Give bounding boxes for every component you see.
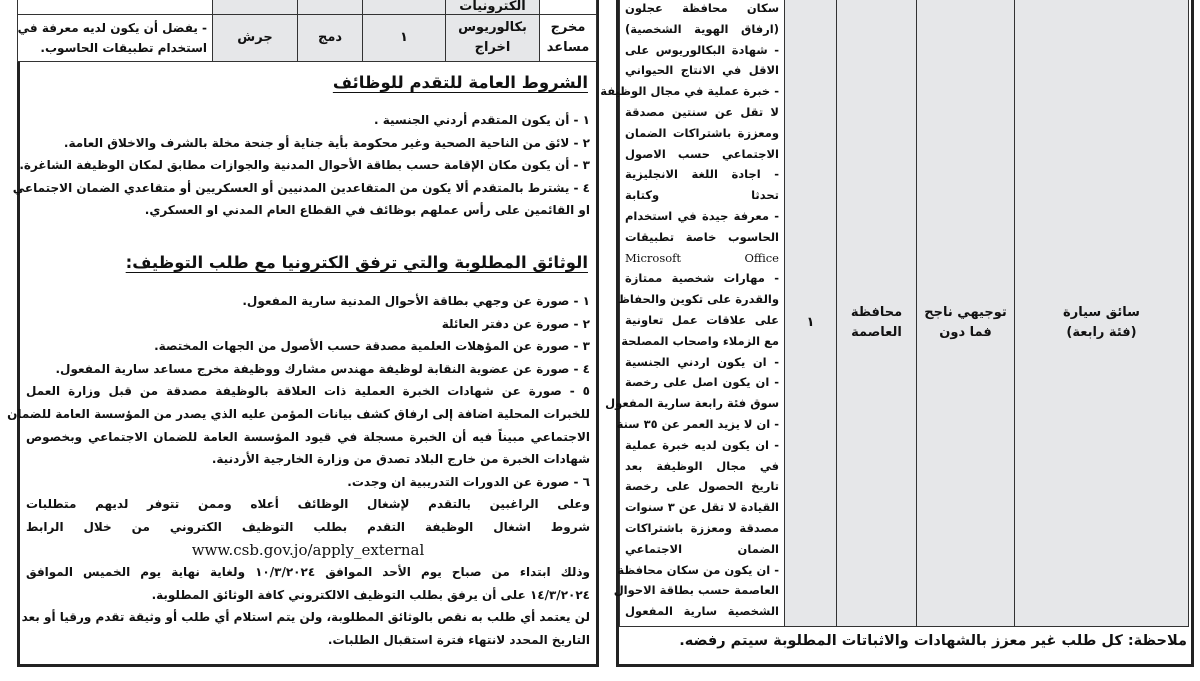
requirement-line: ومعززة باشتراكات الضمان bbox=[625, 125, 779, 140]
document-line: التاريخ المحدد لانتهاء فترة استقبال الطلبات. bbox=[327, 632, 590, 647]
requirement-line: Microsoft Office bbox=[625, 250, 779, 265]
requirement-line: الاقل في الانتاج الحيواني bbox=[625, 63, 779, 78]
condition-line: او القائمين على رأس عملهم بوظائف في القطاع العام المدني او العسكري. bbox=[144, 203, 590, 218]
qualification-text: الكترونيات bbox=[459, 0, 526, 14]
governorate-line: العاصمة bbox=[851, 325, 902, 340]
rejection-note: ملاحظة: كل طلب غير معزز بالشهادات والاثباتات المطلوبة سيتم رفضه. bbox=[679, 633, 1187, 649]
type-text: دمج bbox=[317, 30, 343, 45]
requirement-line: على علاقات عمل تعاونية bbox=[625, 312, 779, 327]
table-cell-count bbox=[784, 0, 837, 627]
count-text: ١ bbox=[806, 315, 815, 330]
governorate-line: محافظة bbox=[850, 305, 903, 320]
table-cell-governorate-partial bbox=[212, 0, 298, 15]
right-announcement-panel bbox=[600, 0, 1194, 667]
table-cell-count bbox=[362, 14, 446, 62]
document-line: ١٤/٣/٢٠٢٤ على أن يرفق بطلب التوظيف الالكتروني كافة الوثائق المطلوبة. bbox=[151, 587, 590, 602]
general-conditions-list bbox=[12, 109, 590, 222]
qualification-line: توجيهي ناجح bbox=[924, 305, 1007, 320]
job-title-line: (فئة رابعة) bbox=[1066, 325, 1137, 340]
document-line[interactable]: www.csb.gov.jo/apply_external bbox=[191, 540, 425, 559]
table-cell-qualification bbox=[445, 14, 540, 62]
requirement-line: - مهارات شخصية ممتازة bbox=[625, 271, 779, 286]
condition-line: ١ - أن يكون المتقدم أردني الجنسية . bbox=[373, 113, 590, 127]
requirement-line: الشخصية سارية المفعول bbox=[625, 604, 779, 619]
requirement-line: - اجادة اللغة الانجليزية bbox=[625, 167, 779, 182]
table-cell-governorate bbox=[836, 0, 917, 627]
document-line: ٥ - صورة عن شهادات الخبرة العملية ذات العلاقة بالوظيفة مصدقة من قبل وزارة العمل bbox=[26, 384, 590, 399]
table-cell-qualification bbox=[916, 0, 1015, 627]
table-cell-requirements bbox=[17, 14, 213, 62]
required-documents-list bbox=[7, 290, 590, 652]
document-line: للخبرات المحلية اضافة إلى ارفاق كشف بيانات المؤمن عليه الذي يصدر من المؤسسة العامة للضمان bbox=[7, 406, 590, 421]
table-cell-requirements bbox=[600, 0, 785, 627]
document-line: لن يعتمد أي طلب به نقص بالوثائق المطلوبة، ولن يتم استلام أي طلب أو وثيقة تقدم ورقيا أو بعد bbox=[21, 610, 590, 625]
requirement-line: سوق فئة رابعة سارية المفعول bbox=[605, 396, 779, 411]
requirement-line: - معرفة جيدة في استخدام bbox=[625, 208, 779, 223]
requirement-line: استخدام تطبيقات الحاسوب. bbox=[40, 41, 207, 55]
requirement-line: الاجتماعي حسب الاصول bbox=[625, 146, 779, 161]
count-text: ١ bbox=[400, 30, 408, 45]
document-line: ٤ - صورة عن عضوية النقابة لوظيفة مهندس مشارك ووظيفة مخرج مساعد سارية المفعول. bbox=[55, 361, 590, 376]
requirement-line: - ان لا يزيد العمر عن ٣٥ سنة bbox=[616, 416, 779, 431]
requirement-line: مصدقة ومعززة باشتراكات bbox=[625, 520, 779, 535]
requirement-line: - شهادة البكالوريوس على bbox=[625, 42, 779, 57]
requirement-line: - خبرة عملية في مجال الوظيفة bbox=[600, 84, 779, 99]
table-cell-type-partial bbox=[297, 0, 363, 15]
document-line: وعلى الراغبين بالتقدم لإشغال الوظائف أعلاه وممن تتوفر لديهم متطلبات bbox=[26, 497, 590, 512]
requirement-line: مع الزملاء واصحاب المصلحة bbox=[621, 333, 779, 348]
table-cell-job-title bbox=[1014, 0, 1189, 627]
left-announcement-panel bbox=[7, 0, 599, 667]
document-line: ٦ - صورة عن الدورات التدريبية ان وجدت. bbox=[347, 474, 590, 489]
requirement-line: - ان يكون لديه خبرة عملية bbox=[625, 437, 779, 452]
qualification-line: بكالوريوس bbox=[458, 20, 527, 35]
requirement-line: سكان محافظة عجلون bbox=[625, 1, 779, 15]
job-title-line: مخرج bbox=[550, 20, 586, 35]
requirement-line: تحدثا وكتابة bbox=[625, 188, 779, 203]
requirement-line: - يفضل أن يكون لديه معرفة في bbox=[17, 21, 207, 35]
document-line: ١ - صورة عن وجهي بطاقة الأحوال المدنية سارية المفعول. bbox=[242, 294, 590, 308]
document-line: شروط اشغال الوظيفة التقدم بطلب التوظيف الكتروني من خلال الرابط bbox=[26, 519, 590, 534]
condition-line: ٢ - لائق من الناحية الصحية وغير محكومة بأية جناية أو جنحة مخلة بالشرف والاخلاق العامة. bbox=[63, 135, 590, 150]
table-cell-job-title bbox=[539, 14, 597, 62]
condition-line: ٤ - يشترط بالمتقدم ألا يكون من المتقاعدين المدنيين أو العسكريين أو متقاعدي الضمان الاجتماعي bbox=[12, 180, 590, 195]
general-conditions-heading: الشروط العامة للتقدم للوظائف bbox=[332, 73, 588, 92]
job-title-line: سائق سيارة bbox=[1063, 305, 1140, 320]
requirement-line: - ان يكون اردني الجنسية bbox=[625, 354, 779, 369]
table-cell-count-partial bbox=[362, 0, 446, 15]
table-cell-job-title-partial bbox=[539, 0, 597, 15]
requirement-line: القيادة لا تقل عن ٣ سنوات bbox=[625, 500, 779, 515]
requirement-line: لا تقل عن سنتين مصدقة bbox=[625, 104, 779, 119]
governorate-text: جرش bbox=[237, 30, 273, 45]
table-cell-qualification-partial bbox=[445, 0, 540, 15]
table-cell-type bbox=[297, 14, 363, 62]
qualification-line: اخراج bbox=[474, 40, 511, 55]
table-cell-governorate bbox=[212, 14, 298, 62]
table-cell-requirements-partial bbox=[17, 0, 213, 15]
requirement-line: (ارفاق الهوية الشخصية) bbox=[625, 21, 779, 36]
document-line: شهادات الخبرة من خارج البلاد تصدق من وزارة الخارجية الأردنية. bbox=[211, 452, 590, 467]
requirement-line: في مجال الوظيفة بعد bbox=[625, 458, 779, 473]
document-line: ٢ - صورة عن دفتر العائلة bbox=[441, 316, 590, 331]
requirement-line: تاريخ الحصول على رخصة bbox=[625, 479, 779, 494]
document-line: وذلك ابتداء من صباح يوم الأحد الموافق ١٠/٣/٢٠٢٤ ولغاية نهاية يوم الخميس الموافق bbox=[26, 565, 590, 580]
requirement-line: الحاسوب خاصة تطبيقات bbox=[625, 229, 779, 244]
job-title-line: مساعد bbox=[546, 40, 590, 55]
requirement-line: - ان يكون من سكان محافظة bbox=[617, 562, 779, 577]
qualification-line: فما دون bbox=[939, 325, 992, 340]
document-line: ٣ - صورة عن المؤهلات العلمية مصدقة حسب الأصول من الجهات المختصة. bbox=[154, 339, 590, 354]
required-documents-heading: الوثائق المطلوبة والتي ترفق الكترونيا مع طلب التوظيف: bbox=[125, 253, 588, 272]
requirement-line: العاصمة حسب بطاقة الاحوال bbox=[613, 583, 779, 598]
requirement-line: الضمان الاجتماعي bbox=[625, 541, 779, 556]
requirement-line: - ان يكون اصل على رخصة bbox=[625, 375, 779, 390]
requirement-line: والقدرة على تكوين والحفاظ bbox=[617, 292, 779, 307]
document-line: الاجتماعي مبيناً فيه أن الخبرة مسجلة في قيود المؤسسة العامة للضمان الاجتماعي وبخصوص bbox=[26, 429, 590, 444]
condition-line: ٣ - أن يكون مكان الإقامة حسب بطاقة الأحوال المدنية والجوازات مطابق لمكان الوظيفة الشاغرة. bbox=[19, 158, 590, 173]
